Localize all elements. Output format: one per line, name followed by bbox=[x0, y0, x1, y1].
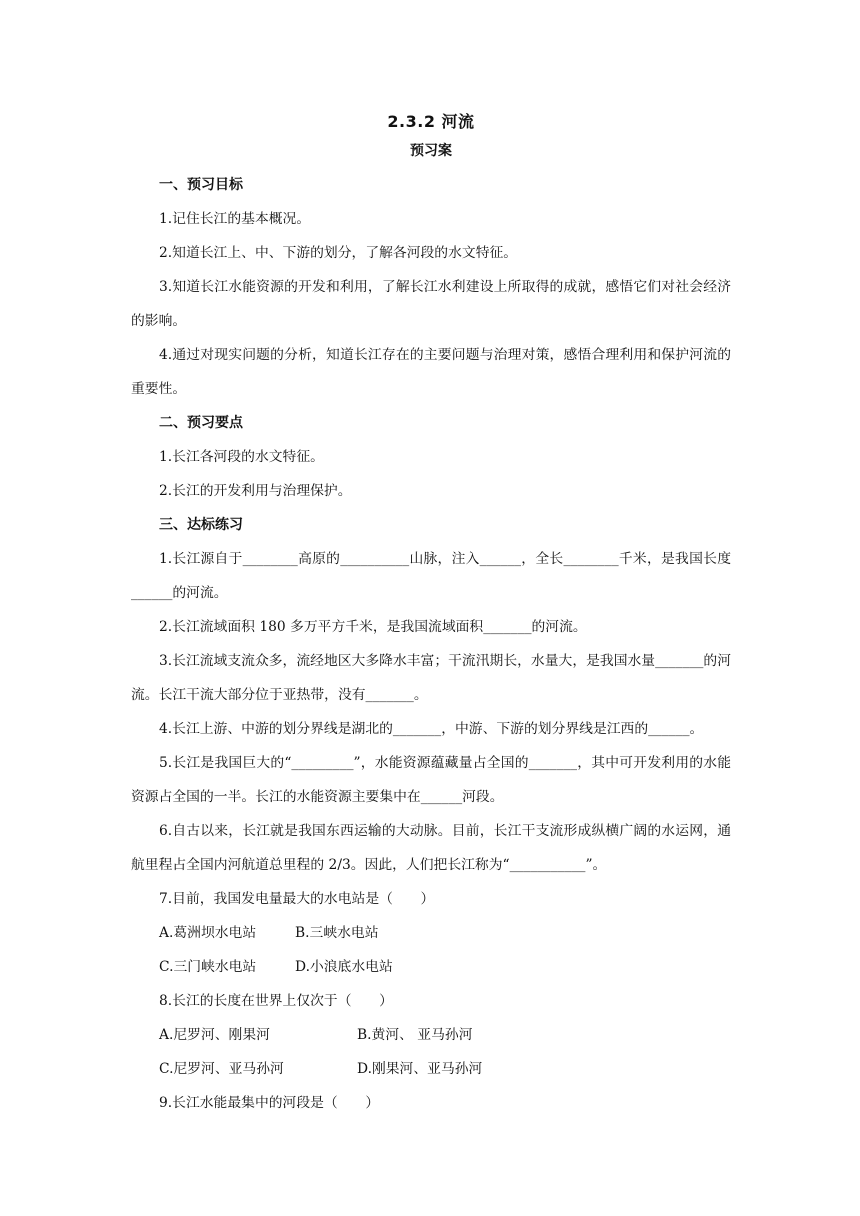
question-5: 5.长江是我国巨大的“_________”，水能资源蕴藏量占全国的_______，其中可开发利用的水能资源占全国的一半。长江的水能资源主要集中在______河段。 bbox=[131, 755, 731, 805]
question-8-option-b: B.黄河、 亚马孙河 bbox=[357, 1027, 473, 1043]
question-7-options-row-1 bbox=[131, 916, 731, 950]
goal-item-1: 1.记住长江的基本概况。 bbox=[159, 211, 311, 227]
section-heading-goals: 一、预习目标 bbox=[159, 177, 243, 193]
key-point-item-1: 1.长江各河段的水文特征。 bbox=[159, 449, 324, 465]
section-practice bbox=[131, 508, 731, 1120]
goal-item-3: 3.知道长江水能资源的开发和利用，了解长江水利建设上所取得的成就，感悟它们对社会经济的影响。 bbox=[131, 279, 731, 329]
question-8-option-c: C.尼罗河、亚马孙河 bbox=[159, 1061, 284, 1077]
document-title: 2.3.2 河流 bbox=[387, 112, 475, 131]
goal-item-4: 4.通过对现实问题的分析，知道长江存在的主要问题与治理对策，感悟合理利用和保护河流的重要性。 bbox=[131, 347, 731, 397]
question-8-options-row-2 bbox=[131, 1052, 731, 1086]
document-subtitle: 预习案 bbox=[410, 143, 452, 159]
section-heading-practice: 三、达标练习 bbox=[159, 517, 243, 533]
question-9-stem: 9.长江水能最集中的河段是（ ） bbox=[159, 1095, 380, 1111]
question-7-option-c: C.三门峡水电站 bbox=[159, 959, 257, 975]
document-page bbox=[131, 108, 731, 1120]
question-7-stem: 7.目前，我国发电量最大的水电站是（ ） bbox=[159, 891, 435, 907]
question-8-option-d: D.刚果河、亚马孙河 bbox=[357, 1061, 483, 1077]
question-7-option-d: D.小浪底水电站 bbox=[295, 959, 393, 975]
question-8-options-row-1 bbox=[131, 1018, 731, 1052]
question-4: 4.长江上游、中游的划分界线是湖北的_______，中游、下游的划分界线是江西的______。 bbox=[159, 721, 704, 737]
question-7-option-a: A.葛洲坝水电站 bbox=[159, 925, 257, 941]
question-7-option-b: B.三峡水电站 bbox=[295, 925, 379, 941]
section-key-points bbox=[131, 406, 731, 508]
question-8-stem: 8.长江的长度在世界上仅次于（ ） bbox=[159, 993, 393, 1009]
key-point-item-2: 2.长江的开发利用与治理保护。 bbox=[159, 483, 352, 499]
question-2: 2.长江流域面积 180 多万平方千米，是我国流域面积_______的河流。 bbox=[159, 619, 587, 635]
section-goals bbox=[131, 168, 731, 406]
section-heading-key-points: 二、预习要点 bbox=[159, 415, 243, 431]
question-1: 1.长江源自于________高原的__________山脉，注入______，全长________千米，是我国长度______的河流。 bbox=[131, 551, 731, 601]
goal-item-2: 2.知道长江上、中、下游的划分，了解各河段的水文特征。 bbox=[159, 245, 518, 261]
question-8-option-a: A.尼罗河、刚果河 bbox=[159, 1027, 270, 1043]
question-7-options-row-2 bbox=[131, 950, 731, 984]
question-3: 3.长江流域支流众多，流经地区大多降水丰富；干流汛期长，水量大，是我国水量_______的河流。长江干流大部分位于亚热带，没有_______。 bbox=[131, 653, 731, 703]
question-6: 6.自古以来，长江就是我国东西运输的大动脉。目前，长江干支流形成纵横广阔的水运网，通航里程占全国内河航道总里程的 2/3。因此，人们把长江称为“___________”。 bbox=[131, 823, 731, 873]
